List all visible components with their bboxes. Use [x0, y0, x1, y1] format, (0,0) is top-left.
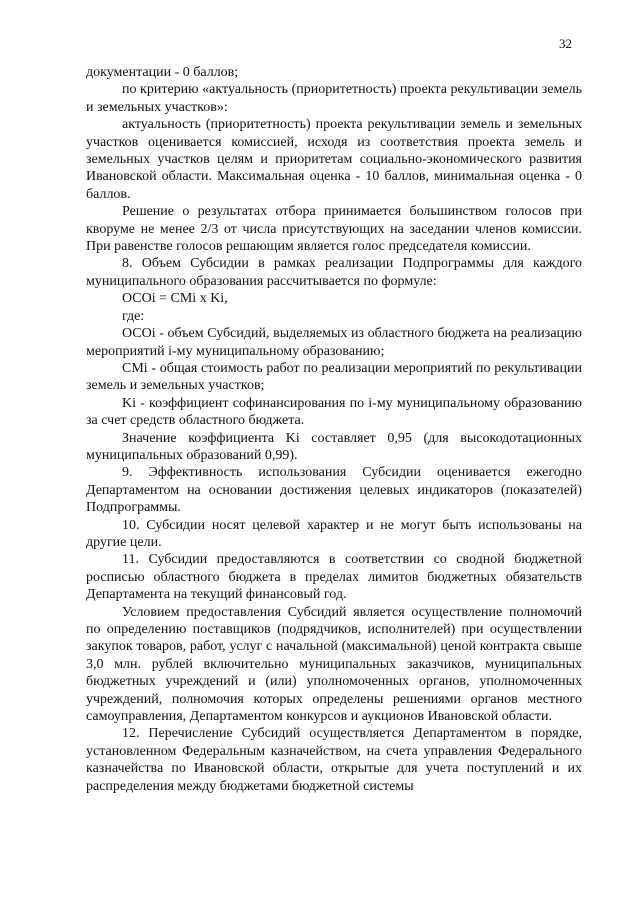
paragraph: 11. Субсидии предоставляются в соответствии со сводной бюджетной росписью областного бюджета в пределах лимитов бюджетных обязательств Департамента на текущий финансовый год.	[86, 552, 582, 603]
paragraph: 9. Эффективность использования Субсидии оценивается ежегодно Департаментом на основании достижения целевых индикаторов (показателей) Подпрограммы.	[86, 465, 582, 516]
paragraph: Решение о результатах отбора принимается большинством голосов при кворуме не менее 2/3 от числа присутствующих на заседании членов комиссии. При равенстве голосов решающим является голос председателя комиссии.	[86, 204, 582, 255]
paragraph: актуальность (приоритетность) проекта рекультивации земель и земельных участков оценивается комиссией, исходя из соответствия проекта земель и земельных участков целям и приоритетам социально-экономического развития Ивановской области. Максимальная оценка - 10 баллов, минимальная оценка - 0 баллов.	[86, 117, 582, 202]
paragraph: Значение коэффициента Ki составляет 0,95 (для высокодотационных муниципальных образований 0,99).	[86, 430, 582, 463]
paragraph: 10. Субсидии носят целевой характер и не могут быть использованы на другие цели.	[86, 517, 582, 550]
paragraph: 8. Объем Субсидии в рамках реализации Подпрограммы для каждого муниципального образования рассчитывается по формуле:	[86, 256, 582, 289]
paragraph: СМi - общая стоимость работ по реализации мероприятий по рекультивации земель и земельных участков;	[86, 360, 582, 394]
paragraph: Условием предоставления Субсидий является осуществление полномочий по определению поставщиков (подрядчиков, исполнителей) при осуществлении закупок товаров, работ, услуг с начальной (максимальной) ценой контракта свыше 3,0 млн. рублей включительно муниципальных заказчиков, муниципальных бюджетных учреждений и (или) уполномоченных органов, уполномоченных учреждений, полномочия которых определены решениями органов местного самоуправления, Департаментом конкурсов и аукционов Ивановской области.	[86, 604, 582, 725]
paragraph: документации - 0 баллов;	[86, 65, 239, 80]
paragraph: Ki - коэффициент софинансирования по i-му муниципальному образованию за счет средств областного бюджета.	[86, 395, 582, 429]
paragraph: по критерию «актуальность (приоритетность) проекта рекультивации земель и земельных участков»:	[86, 82, 582, 115]
page-number: 32	[559, 36, 572, 51]
document-body	[86, 64, 582, 795]
paragraph: где:	[122, 308, 145, 324]
paragraph: ОСОi - объем Субсидий, выделяемых из областного бюджета на реализацию мероприятий i-му муниципальному образованию;	[86, 326, 582, 359]
paragraph: ОСОi = СМi x Ki,	[122, 291, 228, 307]
paragraph: 12. Перечисление Субсидий осуществляется Департаментом в порядке, установленном Федеральным казначейством, на счета управления Федерального казначейства по Ивановской области, открытые для учета поступлений и их распределения между бюджетами бюджетной системы	[86, 726, 582, 794]
